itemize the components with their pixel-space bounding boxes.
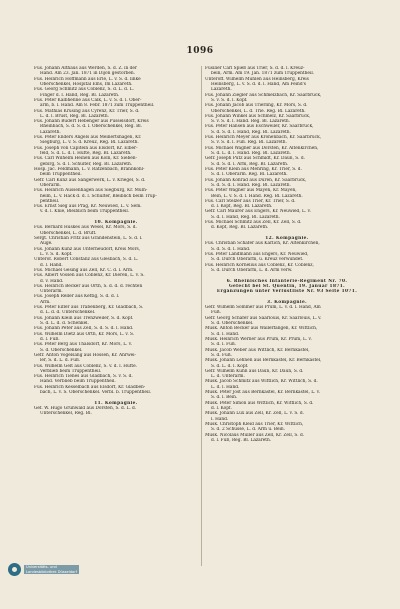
entry-continuation: d. Kopf, Reg. Bl. Lazareth.: [211, 225, 269, 231]
casualty-entry: Füsilier Carl Spieß aus Trier, S. d. d. l. Kreuz-: [205, 66, 305, 71]
entry-continuation: Unterarm.: [40, 289, 63, 295]
casualty-entry: Füs. Peter Kalbhenne aus Calk, L. v. S. d. l. Ober-: [34, 97, 142, 103]
entry-continuation: Hand. Am 23. Jan. 1871 in Dijon gestorben.: [40, 71, 136, 77]
casualty-entry: Füs. Peter Hansen aus Eschweiler, Kr. Saarbrück,: [205, 124, 314, 130]
casualty-entry: Füs. Peter Landmann aus Engers, Kr. Neuwied,: [205, 251, 309, 257]
entry-continuation: S. v. S. d. l. Fuß. Reg. Bl. Lazareth.: [211, 140, 287, 146]
casualty-entry: Gefr. Georg Schäfer aus Saarlouis, Kr. Saarlouis, L. v.: [205, 315, 322, 321]
casualty-entry: Musk. Christoph Kleid aus Trier, Kr. Wittlich,: [205, 421, 304, 427]
entry-continuation: S. d. L. d. d. Schenkel.: [40, 321, 89, 326]
casualty-entry: Gefr. Joseph Pütz aus Schmidt, Kr. Daun, S. d.: [205, 156, 305, 162]
casualty-entry: Musk. Johann Lehnen aus Bernkastel, Kr. Bernkastel,: [205, 358, 322, 364]
entry-continuation: v. d. l. Knie, Bleiblich beim Truppentheil.: [40, 209, 130, 215]
entry-continuation: Unterschenkel, Reg. Bl.: [40, 411, 92, 417]
library-logo-line2: Landesbibliothek Düsseldorf: [26, 569, 77, 574]
entry-continuation: Oberschenkel, L. d. Bruft.: [40, 230, 97, 236]
casualty-entry: Füs. Johann Peter aus Zell, S. d. S. d. l. Hand.: [34, 326, 134, 332]
casualty-entry: Füs. Johann Klein aus Trenzweiler, S. d. Kopf.: [34, 315, 134, 321]
entry-continuation: Arm.: [40, 299, 51, 305]
entry-continuation: S. d. l. Fuß.: [211, 342, 237, 348]
casualty-entry: Füs. Johann Jacob aus Trierling, Kr. Mörs, S. d.: [205, 103, 308, 109]
column-divider: [201, 66, 202, 566]
entry-continuation: d. l. Fuß, Reg. Bl. Lazareth.: [211, 437, 272, 443]
casualty-entry: Gef. W. Hugo Grünwald aus Dorsten, S. d. L. d.: [34, 406, 137, 411]
library-logo-text: [24, 565, 79, 574]
entry-continuation: arm, b. l. Hand. Am 8. Febr. 1871 zum Truppentheil.: [40, 103, 155, 109]
entry-continuation: S. d. Durch Oberarm, L. d. Arm verw.: [211, 267, 293, 273]
casualty-entry: Füs. Joseph von Capitein aus Elsdorf, Kr. Elber-: [34, 145, 138, 151]
casualty-entry: Füs. Heinrich Kornelius aus Coblenz, Kr. Coblenz,: [205, 262, 314, 268]
entry-continuation: Fuß.: [211, 310, 221, 316]
entry-continuation: Oberschenkel, Hospital Ems, Im Lazareth.: [40, 81, 133, 87]
casualty-entry: Füs. Peter Berg aus Thalsdorf, Kr. Mörs, L. v.: [34, 342, 133, 348]
casualty-entry: Musk. Heinrich Werner aus Prüm, Kr. Prüm, L. v.: [205, 336, 312, 342]
entry-continuation: d. v. Hand.: [40, 278, 64, 284]
entry-continuation: Oberarm.: [40, 182, 61, 188]
casualty-entry: Musk. Jacob Weber aus Wittlich, Kr. Bernkastel,: [205, 347, 310, 353]
entry-continuation: L. d. l. Brust, Reg. Bl. Lazareth.: [40, 113, 110, 119]
entry-continuation: S. d. l. Bein.: [211, 395, 238, 401]
casualty-entry: Füs. Michael Schmitz aus Zell, Kr. Zell, S. d.: [205, 220, 302, 226]
casualty-entry: Musk. Johann Lux aus Zell, Kr. Zell, L. v. S. d.: [205, 411, 304, 417]
entry-continuation: S. d. Fuß.: [211, 352, 232, 358]
left-column: [34, 66, 198, 417]
casualty-entry: Füs. Peter Enders Angels aus Meinertshagen, Kr.: [34, 135, 142, 141]
library-logo-line1: Universitäts- und: [26, 565, 57, 569]
entry-continuation: bein, Arm. Am 19. Jan. 1871 zum Truppentheil.: [211, 71, 315, 77]
casualty-entry: Musk. Nicolaus Müller aus Zell, Kr. Zell, S. d.: [205, 432, 305, 438]
entry-continuation: S. d. Durch Oberarm, u. Kreuz verwundet.: [211, 257, 304, 263]
entry-continuation: S. d. S. d. l. Hand.: [211, 246, 251, 252]
casualty-entry: Füs. Bernard Hüskes aus Wesel, Kr. Mörs, S. d.: [34, 225, 137, 231]
section-heading: Ergänzungen unter Verlustliste Nr. 93 Seite 1071.: [216, 289, 358, 295]
casualty-entry: Unteroff. Wilhelm Mühlen aus Heinsberg, Kreis: [205, 76, 309, 82]
entry-continuation: S. d. S. d. l. Hand. Reg. Bl. Lazareth.: [211, 182, 291, 188]
section-heading: Gefecht bei St. Quentin, 19. Januar 1871.: [228, 283, 346, 289]
right-column: [205, 66, 369, 443]
entry-continuation: heim, L. v. Hack d. d. l. Schulter, Bleiblich beim Trup-: [40, 193, 157, 199]
entry-continuation: Lazareth.: [211, 87, 232, 93]
entry-continuation: S. d. l. Hand, Reg. Bl. Lazareth.: [211, 214, 280, 220]
section-heading: 3. Kompagnie.: [266, 299, 307, 305]
entry-continuation: Oberschenkel, L. d. Trie. Reg. Bl. Lazareth.: [211, 108, 306, 114]
section-heading: 6. Rheinisches Infanterie-Regiment Nr. 70.: [226, 278, 348, 284]
casualty-entry: Füs. Johann Budert Hebenger aus Püsselsdorf, Kreis: [34, 119, 149, 125]
entry-continuation: S. v. S. d. l. Kopf.: [211, 97, 248, 103]
entry-continuation: gebirg, S. d. l. Schulter, Reg. Bl. Lazareth.: [40, 161, 133, 167]
casualty-entry: Füs. Peter Eifler aus Trabenberg, Kr. Gladbach, S.: [34, 305, 144, 311]
casualty-entry: Gefr. Anton Vogelsang aus Hossen, Kr. Ahrwei-: [34, 352, 136, 358]
casualty-entry: Füs. Johann Konrad aus Düren, Kr. Saarbrück,: [205, 177, 307, 183]
casualty-entry: Musk. Peter Jost aus Bernkastel, Kr. Bernkastel, L. v.: [205, 390, 321, 396]
casualty-entry: Füs. Wilhelm Dietz aus Orth, Kr. Mörs, L. v. S.: [34, 331, 135, 337]
casualty-entry: Gefr. Carl Maurer aus Engers, Kr. Neuwied, L. v.: [205, 209, 311, 215]
entry-continuation: bach, L. v. S. Oberschenkel. Verbl. b. Truppentheil.: [40, 390, 152, 396]
entry-continuation: Verblieb beim Truppentheil.: [40, 368, 102, 374]
casualty-entry: Füs. Christian Schäfer aus Kärlich, Kr. Altenkirchen,: [205, 241, 320, 247]
casualty-entry: Füs. Heinrich Kesselbach aus Elsdorf, Kr. Gladben-: [34, 384, 146, 390]
entry-continuation: L. d. Unterarm.: [211, 374, 245, 380]
casualty-entry: Füs. Johann Winkel aus Schmelz, Kr. Saarbrück,: [205, 113, 311, 119]
casualty-entry: Füs. Carl Wilhelm Heinen aus Köln, Kr. Sieben-: [34, 156, 138, 162]
entry-continuation: Siegburg, L. v. S. d. Kreuz, Reg. Bl. Lazareth.: [40, 140, 139, 146]
casualty-entry: Füs. Michael Wagner aus Dorsten, Kr. Altenkirchen,: [205, 145, 319, 151]
casualty-entry: Füs. Peter Klein aus Mehring, Kr. Trier, S. d.: [205, 166, 302, 172]
entry-continuation: feld, S. d. L. d. l. Hüfte, Reg. Bl. Lazareth.: [40, 151, 132, 156]
entry-continuation: S. d. Oberschenkel.: [211, 321, 254, 326]
entry-continuation: S. v. S. d. l. Hand. Reg. Bl. Lazareth.: [211, 119, 291, 125]
entry-continuation: d. l. Kopf, Reg. Bl. Lazareth.: [211, 204, 273, 210]
casualty-entry: Unterof. Robert Constanz aus Glesbach, S. d. L.: [34, 257, 139, 263]
library-seal-icon: [8, 563, 21, 576]
entry-continuation: d. l. Fuß.: [40, 336, 60, 342]
entry-continuation: Auge.: [40, 241, 53, 247]
library-logo: [8, 562, 100, 578]
entry-continuation: l. Hand.: [211, 416, 229, 422]
entry-continuation: d. l. Kopf.: [211, 406, 232, 411]
entry-continuation: S. d. S. d. l. Arm, Reg. Bl. Lazareth.: [211, 161, 289, 167]
page-number: 1096: [186, 46, 214, 56]
entry-continuation: ler, S. d. L. d. Fuß.: [40, 358, 81, 364]
casualty-entry: Musk. Jacob Schmitz aus Wittlich, Kr. Wittlich, S. d.: [205, 379, 318, 385]
entry-continuation: S. d. l. Oberarm. Reg. Bl. Lazareth.: [211, 172, 288, 178]
casualty-entry: Hosp. Jac. Feldmann, L. v. Ratzenbach, Brannkohl-: [34, 166, 145, 172]
entry-continuation: S. d. L. d. l. Hand. Reg. Bl. Lazareth.: [211, 151, 291, 156]
casualty-entry: Gefr. Wilhelm Kuhn aus Daun, Kr. Daun, S. d.: [205, 368, 304, 374]
casualty-entry: Füs. Albert Vossen aus Coblenz, Kr. Dieren, L. v. S.: [34, 273, 145, 279]
entry-continuation: d. L. d. d. Unterschenkel.: [40, 310, 96, 316]
casualty-entry: Gefr. Wilhelm Sommer aus Prüm, L. v. d. l. Hand, Am: [205, 305, 321, 311]
casualty-entry: Füs. Johann Althaus aus Werden, S. d. Z. in der: [34, 66, 137, 71]
entry-continuation: beim Truppentheil.: [40, 172, 82, 178]
entry-continuation: S. d. L. d. l. Kopf.: [211, 363, 249, 369]
entry-continuation: Hand. Verblieb beim Truppentheil.: [40, 379, 116, 385]
section-heading: 12. Kompagnie.: [265, 236, 309, 241]
casualty-entry: Füs. Heinrich Meyer aus Kronenbach, Kr. Saarbrück,: [205, 135, 322, 141]
entry-continuation: Rheinbach, S. d. S. d. l. Oberschenkel, Reg. Bl.: [40, 124, 142, 130]
casualty-entry: Füs. Heinrich Tienes aus Gladbach, S. v. S. d.: [34, 374, 133, 380]
casualty-entry: Füs. Wilhelm Gelt aus Coblenz, S. v. d. l. Hüfte.: [34, 363, 138, 369]
entry-continuation: Bein, L. v. S. d. l. Hand. Reg. Bl. Lazareth.: [211, 193, 303, 199]
casualty-entry: Füs. Heinrich Becker aus Orth, S. d. d. d. rechten: [34, 283, 143, 289]
entry-continuation: Heinsberg, L. v. S. d. d. l. Hand, Am Feind's: [211, 81, 306, 87]
casualty-entry: Füs. Mathias Krüsing aus Cyrenz, Kr. Trier, S. d.: [34, 108, 140, 114]
casualty-entry: Füs. Peter Wagner aus Mayen, Kr. Mayen,: [205, 188, 297, 194]
entry-continuation: S. d. S. d. l. Hand, Reg. Bl. Lazareth.: [211, 129, 291, 135]
casualty-entry: Füs. Joseph Reller aus Kettig, S. d. d. l.: [34, 294, 120, 300]
casualty-entry: Füs. Carl Stelzer aus Trier, Kr. Trier, S. d.: [205, 198, 296, 204]
casualty-entry: Füs. Ernst Sieg aus Prag, Kr. Neuwied, L. v. Sem.: [34, 204, 142, 210]
casualty-entry: Füs. Johann Ziegler aus Schmelzbach, Kr. Saarbrück,: [205, 92, 322, 98]
casualty-entry: Musk. Peter Simon aus Wittlich, Kr. Wittlich, S. d.: [205, 400, 314, 406]
entry-continuation: L. d. l. Hand.: [211, 384, 240, 390]
entry-continuation: L. v. S. d. Kopf.: [40, 251, 73, 257]
entry-continuation: pentheil.: [40, 198, 60, 204]
casualty-entry: Füs. Heinrich Hoffmann aus Erle, L. v. S. d. linke: [34, 76, 141, 82]
entry-continuation: Lazareth.: [40, 129, 61, 135]
entry-continuation: Finger d. l. Hand, Reg. Bl. Lazareth.: [40, 92, 120, 98]
casualty-entry: Füs. Michael Gesing aus Zell, Kr. C. d. l. Arm.: [34, 267, 134, 273]
casualty-entry: Sergt. Christian Fritz aus Grandenstein, L. S. d. l.: [34, 236, 143, 241]
casualty-entry: Füs. Johann Kunz aus Unterneudorf, Kreis Mörs,: [34, 246, 141, 252]
entry-continuation: S. d. 2 Schüsse, L. d. Arm u. Bein.: [211, 427, 286, 433]
section-heading: 11. Kompagnie.: [94, 400, 138, 406]
casualty-entry: Gefr. Carl Kunz aus Sangerwerk, L. v. Kriegel, S. d.: [34, 177, 146, 183]
casualty-entry: Musk. Anton Becker aus Wallerfangen, Kr. Wittlich,: [205, 326, 318, 332]
section-heading: 10. Kompagnie.: [94, 220, 138, 226]
entry-continuation: S. d. l. Hand.: [211, 331, 240, 337]
casualty-entry: Füs. Heinrich Aussenhagen aus Siegburg, Kr. Mülh-: [34, 188, 148, 194]
entry-continuation: d. l. Hand.: [40, 262, 63, 268]
entry-continuation: S. d. Oberschenkel.: [40, 347, 83, 353]
casualty-entry: Füs. Georg Schmitz aus Coblenz, S. d. L. d. L.: [34, 87, 134, 93]
